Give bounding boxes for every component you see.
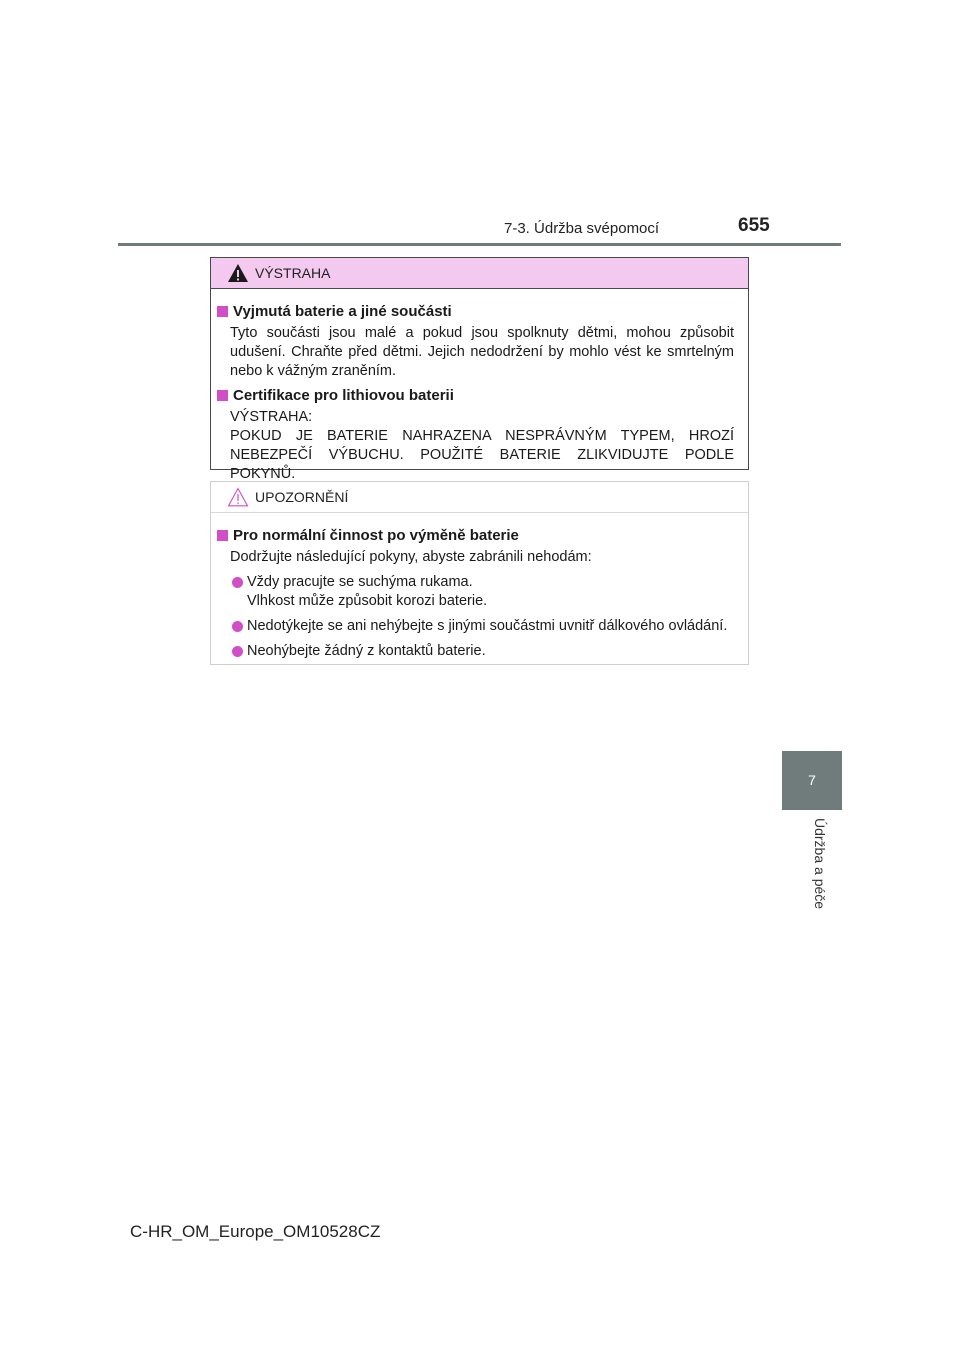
warning-header xyxy=(211,258,748,289)
square-bullet-icon xyxy=(217,530,228,541)
list-item-line: Vždy pracujte se suchýma rukama. xyxy=(247,574,473,590)
header-divider xyxy=(118,243,841,246)
list-item xyxy=(217,573,738,611)
warning-triangle-icon xyxy=(227,263,249,283)
warning-item-title xyxy=(217,387,738,404)
warning-item-title xyxy=(217,303,738,320)
warning-item-line: VÝSTRAHA: xyxy=(230,409,313,425)
list-item-line: Vlhkost může způsobit korozi baterie. xyxy=(247,593,488,609)
caution-item-title-text: Pro normální činnost po výměně baterie xyxy=(233,527,519,544)
warning-item-text: Tyto součásti jsou malé a pokud jsou spolknuty dětmi, mohou způsobit udušení. Chraňte před dětmi. Jejich nedodržení by mohlo vést ke smrtelným nebo k vážným zraněním. xyxy=(230,325,734,379)
list-item xyxy=(217,617,738,636)
warning-box xyxy=(210,257,749,482)
bullet-dot-icon xyxy=(232,621,243,632)
caution-heading: UPOZORNĚNÍ xyxy=(255,489,349,505)
caution-intro: Dodržujte následující pokyny, abyste zabránili nehodám: xyxy=(230,549,592,565)
square-bullet-icon xyxy=(217,306,228,317)
warning-item-line: POKUD JE BATERIE NAHRAZENA NESPRÁVNÝM TYPEM, HROZÍ NEBEZPEČÍ VÝBUCHU. POUŽITÉ BATERIE ZLIKVIDUJTE PODLE POKYNŮ. xyxy=(230,428,734,482)
caution-triangle-icon xyxy=(227,487,249,507)
caution-header xyxy=(211,482,748,513)
warning-item-title-text: Vyjmutá baterie a jiné součásti xyxy=(233,303,452,320)
section-title: 7-3. Údržba svépomocí xyxy=(504,220,660,237)
square-bullet-icon xyxy=(217,390,228,401)
warning-item-text xyxy=(217,408,738,484)
caution-box xyxy=(210,481,749,665)
bullet-dot-icon xyxy=(232,646,243,657)
page-number: 655 xyxy=(738,215,770,236)
chapter-label: Údržba a péče xyxy=(812,818,828,910)
chapter-tab[interactable]: 7 xyxy=(782,751,842,810)
list-item-line: Neohýbejte žádný z kontaktů baterie. xyxy=(247,643,486,659)
document-code: C-HR_OM_Europe_OM10528CZ xyxy=(130,1222,381,1241)
caution-body xyxy=(211,513,748,661)
warning-heading: VÝSTRAHA xyxy=(255,265,331,281)
caution-item-title xyxy=(217,527,738,544)
warning-body xyxy=(211,289,748,484)
warning-item-title-text: Certifikace pro lithiovou baterii xyxy=(233,387,454,404)
list-item-line: Nedotýkejte se ani nehýbejte s jinými součástmi uvnitř dálkového ovládání. xyxy=(247,618,728,634)
list-item xyxy=(217,642,738,661)
bullet-dot-icon xyxy=(232,577,243,588)
